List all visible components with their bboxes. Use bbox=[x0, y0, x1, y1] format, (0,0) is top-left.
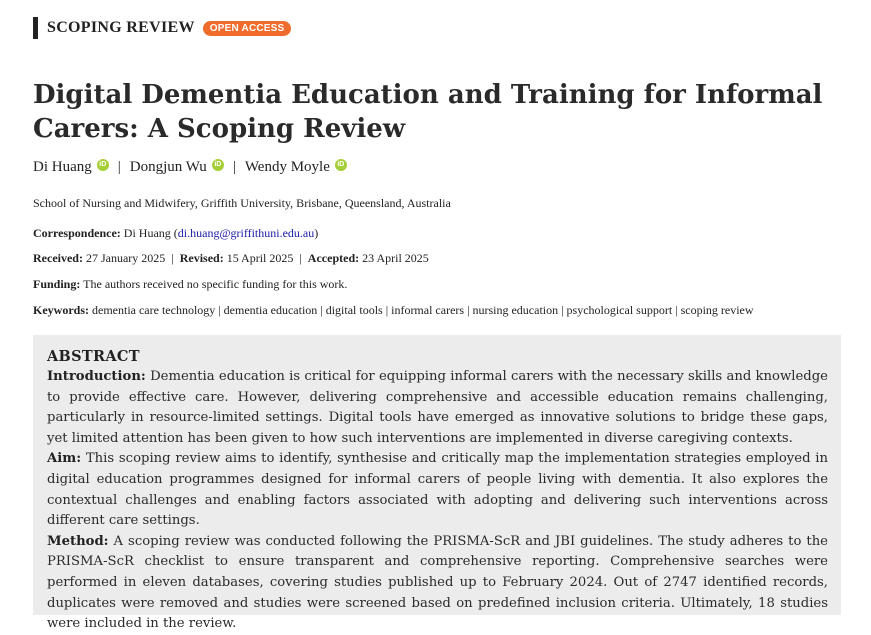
accepted-label: Accepted: bbox=[307, 251, 360, 265]
author-name[interactable]: Wendy Moyle bbox=[244, 159, 330, 175]
open-access-badge: OPEN ACCESS bbox=[203, 21, 292, 36]
article-type-label: SCOPING REVIEW bbox=[47, 19, 195, 36]
orcid-icon[interactable]: iD bbox=[212, 159, 224, 171]
correspondence-email-link[interactable]: di.huang@griffithuni.edu.au bbox=[177, 226, 315, 240]
funding-label: Funding: bbox=[33, 277, 81, 291]
orcid-icon[interactable]: iD bbox=[335, 159, 347, 171]
abstract-section bbox=[47, 449, 828, 531]
article-dates: Received: 27 January 2025 | Revised: 15 April 2025 | Accepted: 23 April 2025 bbox=[33, 251, 429, 265]
funding bbox=[33, 277, 347, 292]
abstract-section bbox=[47, 532, 828, 635]
keywords bbox=[33, 303, 754, 318]
author[interactable] bbox=[33, 159, 109, 176]
keywords-label: Keywords: bbox=[33, 303, 89, 317]
abstract-section-text: Dementia education is critical for equipping informal carers with the necessary skills and knowledge to provide effective care. However, delivering comprehensive and accessible education remains challenging, particularly in resource-limited settings. Digital tools have emerged as innovative solutions to bridge these gaps, yet limited attention has been given to how such interventions are implemented in diverse caregiving contexts. bbox=[47, 369, 828, 446]
accepted-date: 23 April 2025 bbox=[362, 251, 429, 265]
abstract-section-text: A scoping review was conducted following the PRISMA-ScR and JBI guidelines. The study adheres to the PRISMA-ScR checklist to ensure transparent and comprehensive reporting. Comprehensive searches were performed in eleven databases, covering studies published up to February 2024. Out of 2747 identified records, duplicates were removed and studies were screened based on predefined inclusion criteria. Ultimately, 18 studies were included in the review. bbox=[47, 533, 828, 632]
article-title: Digital Dementia Education and Training for Informal Carers: A Scoping Review bbox=[33, 80, 823, 144]
affiliation: School of Nursing and Midwifery, Griffith University, Brisbane, Queensland, Australia bbox=[33, 196, 451, 210]
received-label: Received: bbox=[33, 251, 83, 265]
author[interactable] bbox=[130, 159, 224, 176]
author-name[interactable]: Dongjun Wu bbox=[129, 159, 207, 175]
correspondence-label: Correspondence: bbox=[33, 226, 121, 240]
abstract-section-label: Introduction: bbox=[47, 369, 146, 384]
correspondence: Correspondence: Di Huang (di.huang@griffithuni.edu.au) bbox=[33, 226, 319, 240]
orcid-icon[interactable]: iD bbox=[97, 159, 109, 171]
funding-text: The authors received no specific funding for this work. bbox=[83, 277, 348, 291]
correspondence-name: Di Huang bbox=[123, 226, 171, 240]
received-date: 27 January 2025 bbox=[85, 251, 166, 265]
author-list bbox=[33, 159, 347, 176]
author-name[interactable]: Di Huang bbox=[33, 159, 92, 175]
keywords-text: dementia care technology | dementia education | digital tools | informal carers | nursing education | psychological support | scoping review bbox=[92, 303, 754, 317]
abstract-heading: ABSTRACT bbox=[47, 348, 140, 365]
author[interactable] bbox=[245, 159, 347, 176]
revised-label: Revised: bbox=[179, 251, 224, 265]
abstract-section-text: This scoping review aims to identify, synthesise and critically map the implementation strategies employed in digital education programmes designed for informal carers of people living with dementia. It also explores the contextual challenges and enabling factors associated with adopting and delivering such interventions across different care settings. bbox=[47, 451, 828, 529]
abstract-box bbox=[33, 335, 841, 632]
author-separator: | bbox=[232, 159, 236, 175]
abstract-section-label: Aim: bbox=[47, 451, 82, 467]
abstract-section-label: Method: bbox=[47, 533, 109, 549]
abstract-section bbox=[47, 367, 828, 449]
author-separator: | bbox=[117, 159, 121, 175]
article-type-header bbox=[33, 17, 291, 39]
revised-date: 15 April 2025 bbox=[226, 251, 294, 265]
